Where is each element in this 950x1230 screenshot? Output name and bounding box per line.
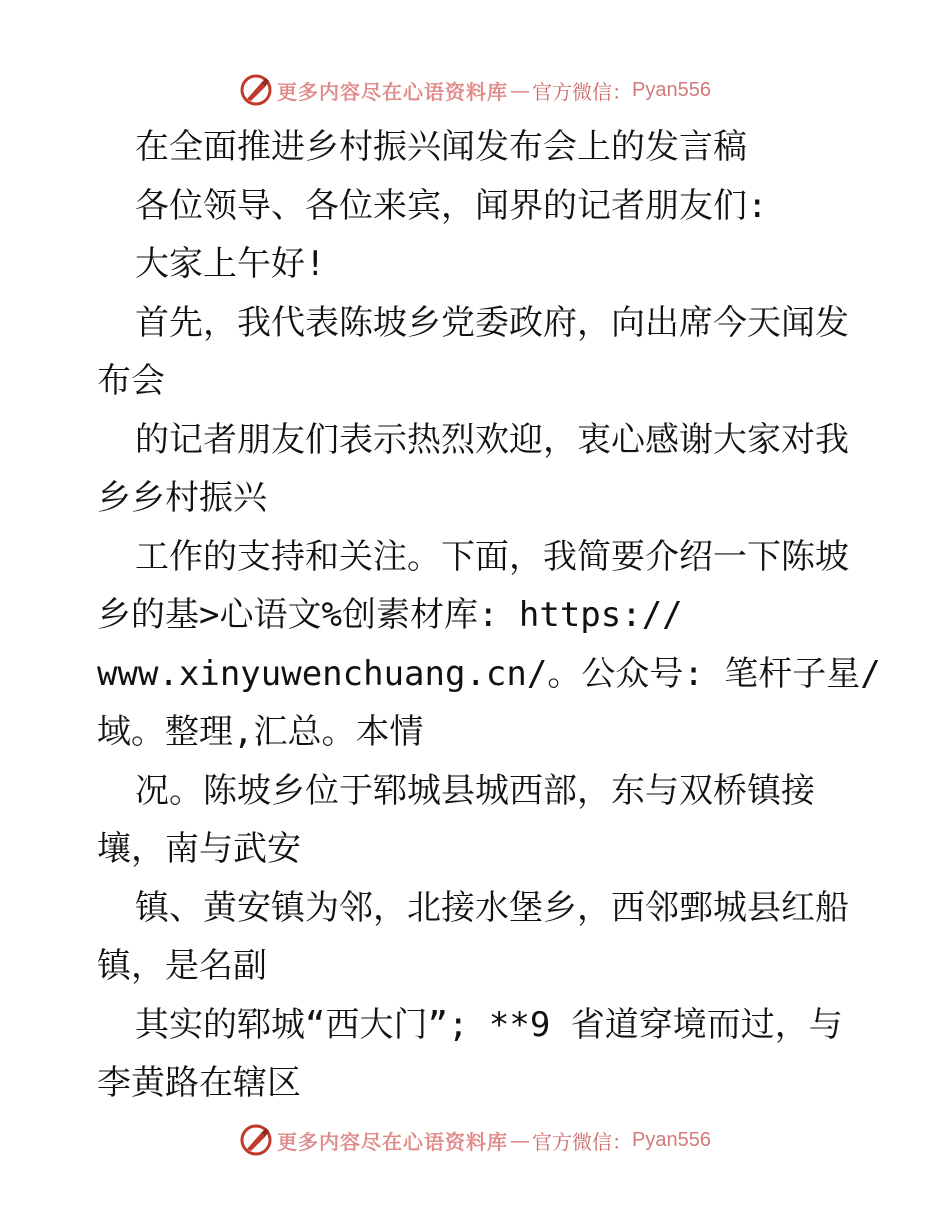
watermark-footer [0, 1120, 950, 1160]
document-line: 域。整理,汇总。本情 [97, 712, 424, 752]
document-line: 布会 [97, 361, 165, 401]
document-line: 在全面推进乡村振兴闻发布会上的发言稿 [135, 127, 747, 167]
document-line: 各位领导、各位来宾，闻界的记者朋友们: [135, 185, 768, 226]
document-line: 李黄路在辖区 [97, 1063, 301, 1103]
document-line: 其实的郓城“西大门”; **9 省道穿境而过，与 [135, 1004, 843, 1045]
watermark-brand: 更多内容尽在心语资料库 [277, 79, 509, 104]
watermark-label: 官方微信： [532, 79, 633, 104]
document-line: 镇、黄安镇为邻，北接水堡乡，西邻鄄城县红船 [135, 887, 849, 928]
watermark-label: 官方微信： [532, 1129, 633, 1154]
pen-nib-logo-icon [239, 1123, 273, 1157]
document-body [97, 118, 881, 1113]
watermark-header [0, 70, 950, 110]
watermark-brand: 更多内容尽在心语资料库 [277, 1129, 509, 1154]
document-line: 乡乡村振兴 [97, 478, 267, 518]
document-line: 大家上午好! [135, 244, 326, 284]
document-line: 壤，南与武安 [97, 829, 301, 869]
watermark-wechat-id: Pyan556 [632, 1128, 711, 1151]
pen-nib-logo-icon [239, 73, 273, 107]
document-line: 镇，是名副 [97, 946, 267, 986]
watermark-wechat-id: Pyan556 [632, 78, 711, 101]
document-line: 乡的基>心语文%创素材库: https:// [97, 595, 683, 635]
watermark-separator: — [510, 1128, 531, 1152]
document-line: 工作的支持和关注。下面，我简要介绍一下陈坡 [135, 536, 849, 577]
document-line: 况。陈坡乡位于郓城县城西部，东与双桥镇接 [135, 770, 815, 811]
watermark-separator: — [510, 78, 531, 102]
document-line: 的记者朋友们表示热烈欢迎，衷心感谢大家对我 [135, 419, 849, 460]
document-line: www.xinyuwenchuang.cn/。公众号: 笔杆子星/ [97, 653, 881, 694]
document-line: 首先，我代表陈坡乡党委政府，向出席今天闻发 [135, 302, 849, 343]
